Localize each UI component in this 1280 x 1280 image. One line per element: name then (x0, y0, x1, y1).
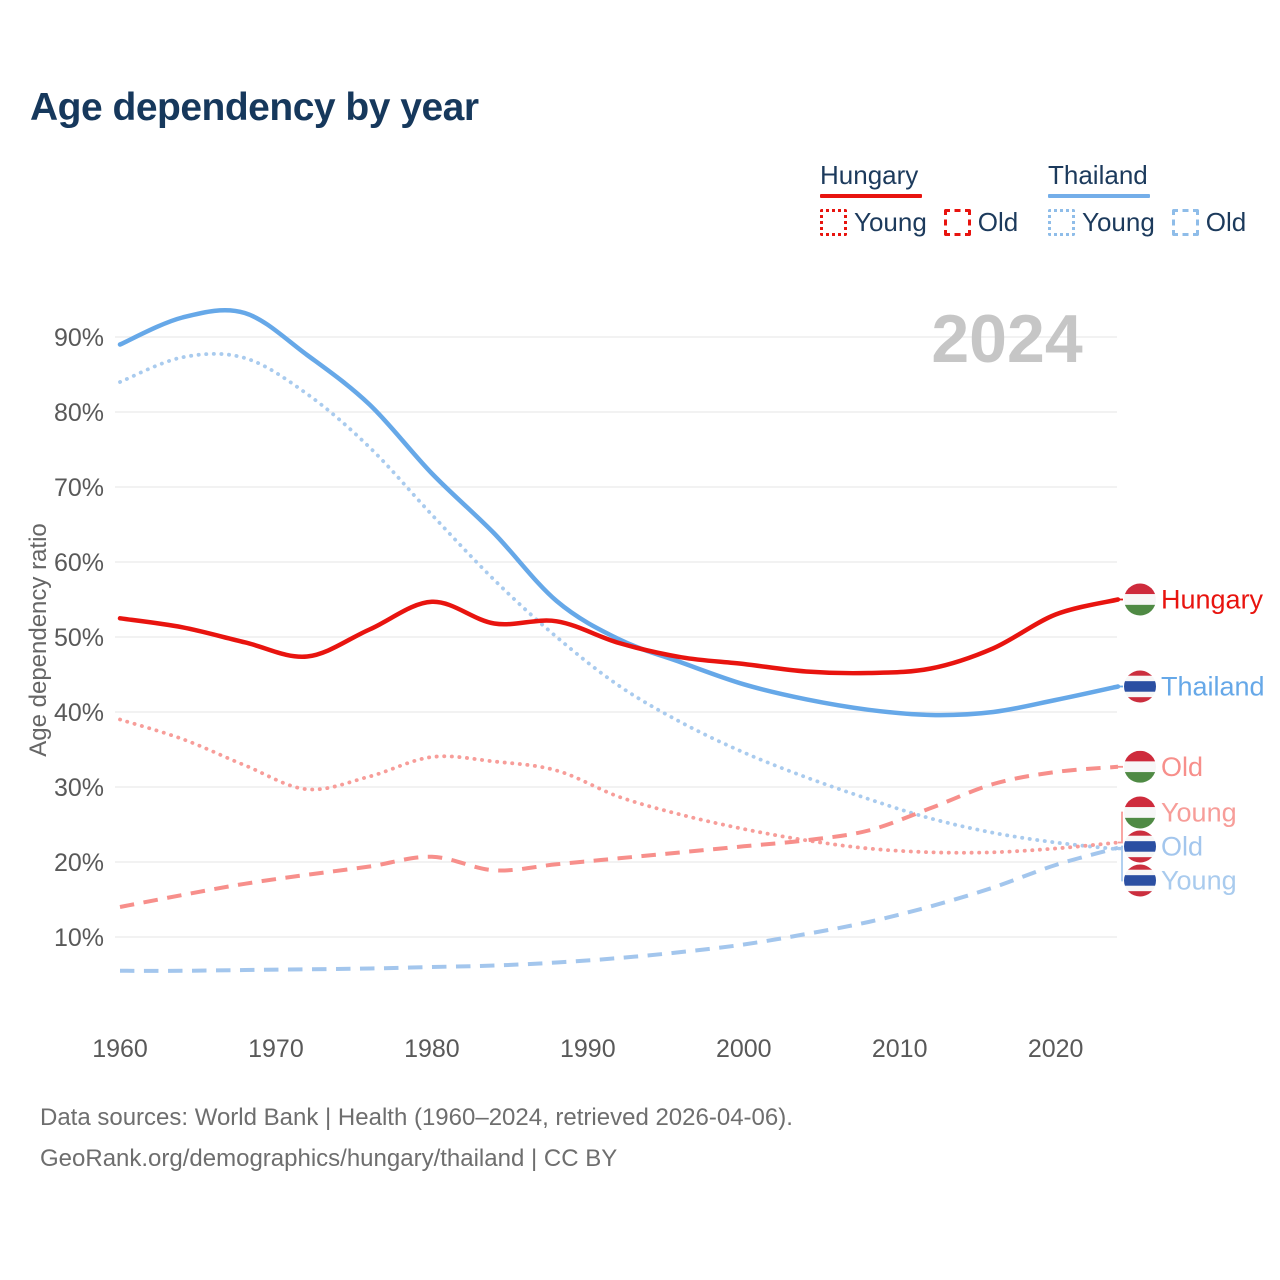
flag-stripe (1124, 870, 1156, 875)
x-tick-label: 2010 (871, 1035, 928, 1063)
hungary-flag-stripes (1124, 751, 1156, 783)
x-tick-labels (92, 1035, 1083, 1063)
flag-stripe (1124, 797, 1156, 808)
thailand-flag-icon (1124, 671, 1156, 703)
y-tick-label: 10% (53, 924, 104, 952)
y-tick-label: 80% (53, 399, 104, 427)
hungary-flag-icon (1124, 584, 1156, 616)
leader-line-thailand-old (1118, 847, 1123, 848)
end-label-hungary-total: Hungary (1161, 584, 1264, 615)
x-tick-label: 2020 (1027, 1035, 1084, 1063)
series-line-hungary-total (120, 600, 1118, 674)
hungary-flag-stripes (1124, 584, 1156, 616)
y-tick-label: 70% (53, 474, 104, 502)
flag-stripe (1124, 852, 1156, 857)
y-axis-title: Age dependency ratio (25, 523, 52, 757)
legend-item-label: Old (977, 207, 1019, 237)
leader-line-thailand-young (1118, 849, 1123, 880)
legend-country-thailand[interactable]: Thailand (1048, 160, 1148, 190)
end-label-hungary-young: Young (1161, 797, 1237, 828)
legend-item-label: Young (854, 207, 927, 237)
footer-sources: Data sources: World Bank | Health (1960–2024, retrieved 2026-04-06). (40, 1104, 793, 1131)
flag-stripe (1124, 697, 1156, 702)
hungary-flag-icon (1124, 797, 1156, 829)
thailand-flag-stripes (1124, 671, 1156, 703)
x-tick-label: 1980 (404, 1035, 460, 1063)
footer-attribution: GeoRank.org/demographics/hungary/thailand | CC BY (40, 1145, 618, 1172)
flag-stripe (1124, 807, 1156, 818)
flag-stripe (1124, 875, 1156, 886)
flag-stripe (1124, 865, 1156, 870)
x-tick-label: 1960 (92, 1035, 148, 1063)
flag-stripe (1124, 836, 1156, 841)
end-label-thailand-total: Thailand (1161, 671, 1265, 702)
end-label-hungary-old: Old (1161, 751, 1204, 782)
thailand-flag-stripes (1124, 865, 1156, 897)
footer (40, 1097, 793, 1179)
flag-stripe (1124, 772, 1156, 783)
series-lines (120, 310, 1118, 971)
y-tick-label: 60% (53, 549, 104, 577)
leader-line-hungary-young (1118, 813, 1123, 843)
y-tick-label: 90% (53, 324, 104, 352)
flag-stripe (1124, 761, 1156, 772)
flag-stripe (1124, 605, 1156, 616)
flag-stripe (1124, 751, 1156, 762)
end-labels (1118, 584, 1265, 897)
series-line-thailand-old (120, 848, 1118, 971)
hungary-flag-stripes (1124, 797, 1156, 829)
watermark-year: 2024 (931, 301, 1083, 377)
flag-stripe (1124, 886, 1156, 891)
thailand-flag-icon (1124, 865, 1156, 897)
y-tick-label: 30% (53, 774, 104, 802)
flag-stripe (1124, 891, 1156, 896)
y-tick-labels (54, 324, 104, 952)
flag-stripe (1124, 594, 1156, 605)
thailand-flag-icon (1124, 831, 1156, 863)
flag-stripe (1124, 831, 1156, 836)
y-tick-label: 20% (53, 849, 104, 877)
page-title: Age dependency by year (30, 86, 479, 129)
legend-item-label: Old (1205, 207, 1247, 237)
hungary-flag-icon (1124, 751, 1156, 783)
x-tick-label: 2000 (715, 1035, 772, 1063)
flag-stripe (1124, 584, 1156, 595)
legend-country-hungary[interactable]: Hungary (820, 160, 919, 190)
end-label-thailand-young: Young (1161, 865, 1237, 896)
flag-stripe (1124, 676, 1156, 681)
x-tick-label: 1970 (248, 1035, 304, 1063)
y-tick-label: 40% (53, 699, 104, 727)
y-tick-label: 50% (53, 624, 104, 652)
x-tick-label: 1990 (560, 1035, 616, 1063)
end-label-thailand-old: Old (1161, 831, 1204, 862)
series-line-hungary-old (120, 767, 1118, 907)
flag-stripe (1124, 841, 1156, 852)
flag-stripe (1124, 671, 1156, 676)
flag-stripe (1124, 857, 1156, 862)
thailand-flag-stripes (1124, 831, 1156, 863)
flag-stripe (1124, 692, 1156, 697)
flag-stripe (1124, 818, 1156, 829)
flag-stripe (1124, 681, 1156, 692)
legend-item-label: Young (1082, 207, 1155, 237)
series-line-hungary-young (120, 720, 1118, 853)
